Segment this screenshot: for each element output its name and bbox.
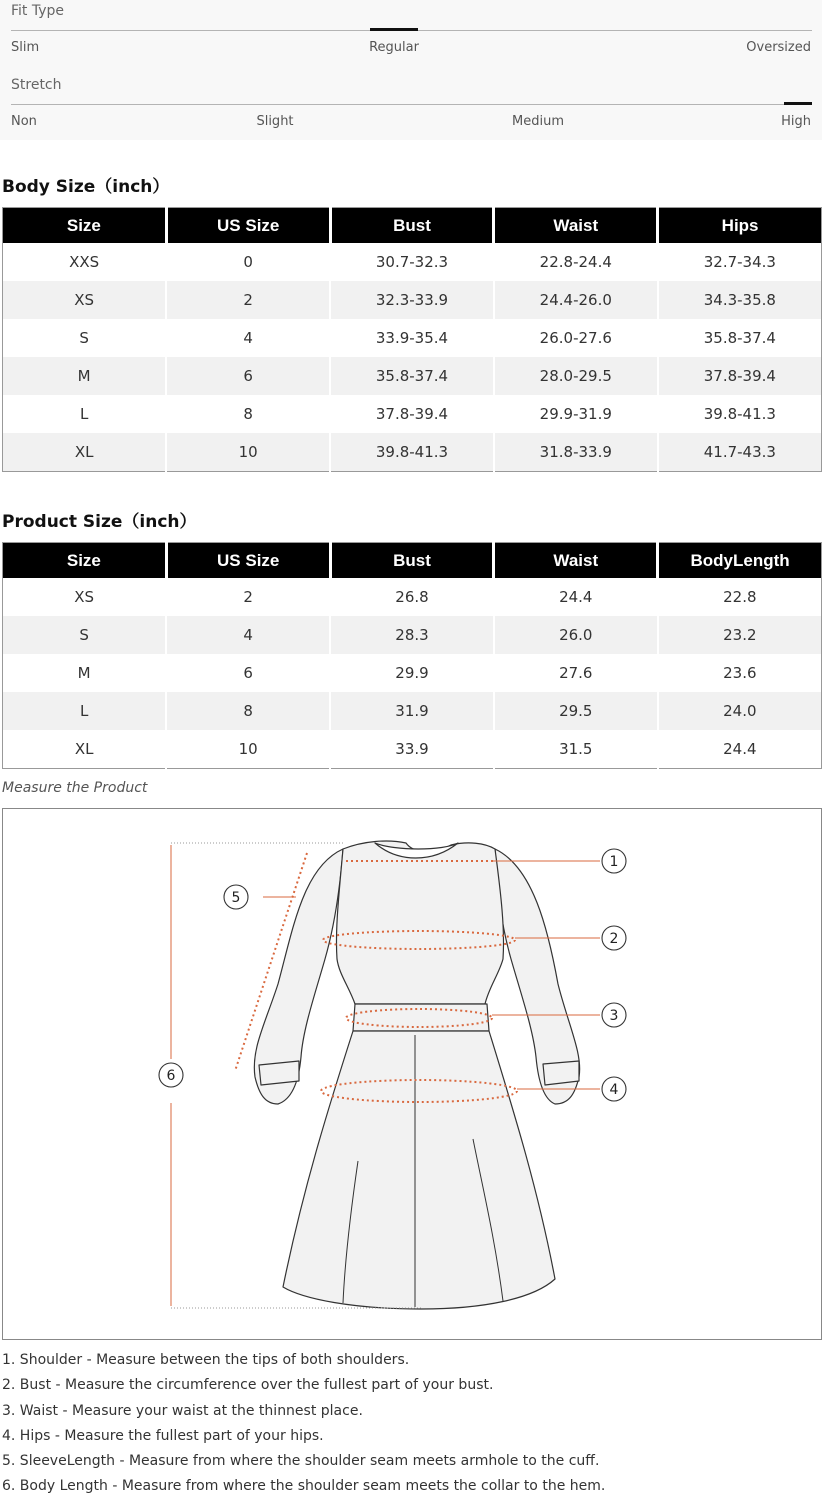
marker-label-2: 2 xyxy=(609,931,619,947)
table-cell: 31.8-33.9 xyxy=(494,433,658,472)
right-cuff xyxy=(543,1061,579,1085)
table-cell: 24.4 xyxy=(494,578,658,616)
table-cell: 23.6 xyxy=(658,654,822,692)
table-row xyxy=(3,357,822,395)
column-header: Size xyxy=(3,208,167,244)
dress-illustration xyxy=(3,809,821,1339)
table-row xyxy=(3,730,822,769)
table-cell: 6 xyxy=(166,654,330,692)
table-cell: S xyxy=(3,319,167,357)
fit-type-title: Fit Type xyxy=(11,3,65,19)
table-cell: 22.8-24.4 xyxy=(494,243,658,281)
table-cell: 26.0-27.6 xyxy=(494,319,658,357)
table-cell: 2 xyxy=(166,281,330,319)
table-cell: 39.8-41.3 xyxy=(658,395,822,433)
table-cell: 24.4-26.0 xyxy=(494,281,658,319)
bodice xyxy=(336,841,503,1004)
marker-label-1: 1 xyxy=(609,854,619,870)
measurement-notes xyxy=(2,1352,822,1504)
table-cell: 35.8-37.4 xyxy=(658,319,822,357)
table-cell: 8 xyxy=(166,395,330,433)
note-shoulder: 1. Shoulder - Measure between the tips of both shoulders. xyxy=(2,1352,410,1368)
table-cell: 29.5 xyxy=(494,692,658,730)
table-cell: XL xyxy=(3,730,167,769)
table-cell: 10 xyxy=(166,433,330,472)
table-row xyxy=(3,433,822,472)
body-size-table xyxy=(2,207,822,472)
table-cell: 35.8-37.4 xyxy=(330,357,494,395)
column-header: Size xyxy=(3,543,167,579)
table-cell: 26.8 xyxy=(330,578,494,616)
product-size-table xyxy=(2,542,822,769)
table-cell: XXS xyxy=(3,243,167,281)
table-cell: 37.8-39.4 xyxy=(658,357,822,395)
stretch-label-medium: Medium xyxy=(512,114,564,129)
table-cell: 24.0 xyxy=(658,692,822,730)
note-hips: 4. Hips - Measure the fullest part of your hips. xyxy=(2,1427,324,1444)
table-cell: 39.8-41.3 xyxy=(330,433,494,472)
table-cell: L xyxy=(3,692,167,730)
note-body-length: 6. Body Length - Measure from where the shoulder seam meets the collar to the hem. xyxy=(2,1478,606,1495)
stretch-label-non: Non xyxy=(11,114,37,129)
stretch-selected-marker xyxy=(784,102,812,105)
table-cell: 10 xyxy=(166,730,330,769)
table-cell: L xyxy=(3,395,167,433)
table-cell: 4 xyxy=(166,616,330,654)
column-header: US Size xyxy=(166,208,330,244)
fit-type-label-slim: Slim xyxy=(11,40,40,55)
measure-caption: Measure the Product xyxy=(2,780,148,796)
table-cell: XS xyxy=(3,281,167,319)
table-cell: 30.7-32.3 xyxy=(330,243,494,281)
column-header: Hips xyxy=(658,208,822,244)
table-row xyxy=(3,692,822,730)
table-cell: 23.2 xyxy=(658,616,822,654)
stretch-title: Stretch xyxy=(11,77,62,93)
table-cell: 26.0 xyxy=(494,616,658,654)
marker-label-6: 6 xyxy=(166,1068,176,1084)
table-row xyxy=(3,243,822,281)
body-size-title: Body Size（inch） xyxy=(2,177,170,197)
fit-type-label-oversized: Oversized xyxy=(746,40,811,55)
table-header-row xyxy=(3,208,822,244)
table-cell: 22.8 xyxy=(658,578,822,616)
measurement-diagram xyxy=(2,808,822,1340)
table-cell: M xyxy=(3,357,167,395)
column-header: US Size xyxy=(166,543,330,579)
note-waist: 3. Waist - Measure your waist at the thinnest place. xyxy=(2,1402,363,1419)
column-header: Bust xyxy=(330,208,494,244)
table-cell: 31.5 xyxy=(494,730,658,769)
table-cell: 27.6 xyxy=(494,654,658,692)
skirt xyxy=(283,1031,555,1309)
note-sleeve-length: 5. SleeveLength - Measure from where the shoulder seam meets armhole to the cuff. xyxy=(2,1453,600,1470)
table-cell: 6 xyxy=(166,357,330,395)
table-cell: 34.3-35.8 xyxy=(658,281,822,319)
table-cell: 32.7-34.3 xyxy=(658,243,822,281)
column-header: Bust xyxy=(330,543,494,579)
table-cell: 8 xyxy=(166,692,330,730)
table-header-row xyxy=(3,543,822,579)
left-cuff xyxy=(259,1061,299,1085)
table-cell: 29.9 xyxy=(330,654,494,692)
table-cell: 32.3-33.9 xyxy=(330,281,494,319)
table-cell: 31.9 xyxy=(330,692,494,730)
table-cell: 2 xyxy=(166,578,330,616)
note-bust: 2. Bust - Measure the circumference over the fullest part of your bust. xyxy=(2,1377,494,1394)
column-header: Waist xyxy=(494,208,658,244)
table-cell: 28.0-29.5 xyxy=(494,357,658,395)
column-header: BodyLength xyxy=(658,543,822,579)
table-cell: 29.9-31.9 xyxy=(494,395,658,433)
table-row xyxy=(3,654,822,692)
fit-type-selected-marker xyxy=(370,28,418,31)
product-size-title: Product Size（inch） xyxy=(2,512,197,532)
table-cell: XS xyxy=(3,578,167,616)
table-cell: 37.8-39.4 xyxy=(330,395,494,433)
table-row xyxy=(3,616,822,654)
table-row xyxy=(3,395,822,433)
table-row xyxy=(3,319,822,357)
table-cell: 41.7-43.3 xyxy=(658,433,822,472)
table-row xyxy=(3,578,822,616)
table-cell: M xyxy=(3,654,167,692)
table-cell: XL xyxy=(3,433,167,472)
table-cell: S xyxy=(3,616,167,654)
fit-scales-panel xyxy=(0,0,822,140)
fit-type-label-regular: Regular xyxy=(369,40,419,55)
table-cell: 4 xyxy=(166,319,330,357)
table-cell: 0 xyxy=(166,243,330,281)
marker-label-3: 3 xyxy=(609,1008,619,1024)
table-row xyxy=(3,281,822,319)
table-cell: 33.9 xyxy=(330,730,494,769)
stretch-track xyxy=(11,104,812,105)
table-cell: 24.4 xyxy=(658,730,822,769)
marker-label-4: 4 xyxy=(609,1082,619,1098)
column-header: Waist xyxy=(494,543,658,579)
table-cell: 28.3 xyxy=(330,616,494,654)
table-cell: 33.9-35.4 xyxy=(330,319,494,357)
stretch-label-slight: Slight xyxy=(256,114,294,129)
marker-label-5: 5 xyxy=(231,890,241,906)
stretch-label-high: High xyxy=(781,114,811,129)
